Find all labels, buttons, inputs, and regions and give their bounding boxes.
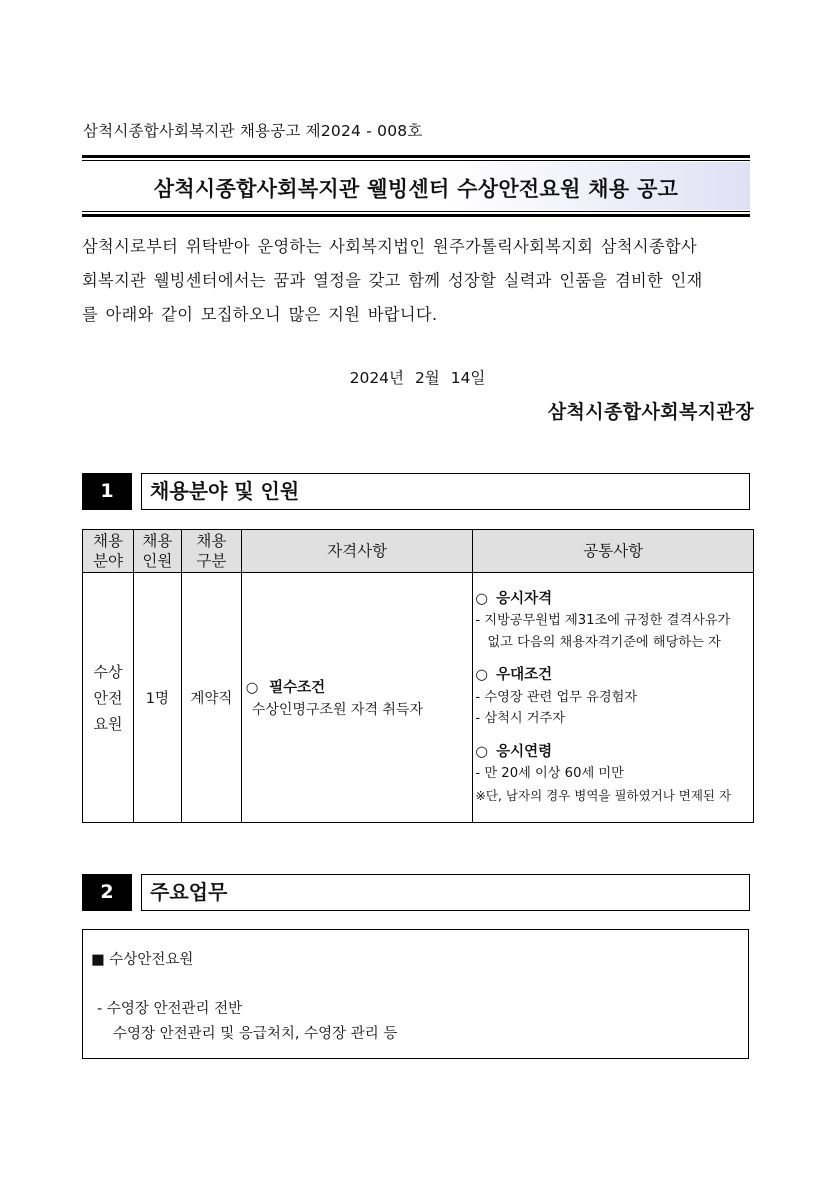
preference-title: 우대조건 [496, 667, 553, 684]
cell-count: 1명 [133, 573, 181, 823]
announcement-number: 삼척시종합사회복지관 채용공고 제2024 - 008호 [83, 122, 423, 140]
header-qualification: 자격사항 [241, 530, 473, 573]
circle-bullet: ○ [245, 680, 259, 696]
recruitment-table [82, 529, 754, 823]
header-type: 채용 구분 [181, 530, 241, 573]
page-title: 삼척시종합사회복지관 웰빙센터 수상안전요원 채용 공고 [153, 177, 679, 201]
table-row [83, 573, 754, 823]
intro-paragraph [82, 230, 754, 332]
section-title: 주요업무 [141, 874, 750, 911]
intro-line: 회복지관 웰빙센터에서는 꿈과 열정을 갖고 함께 성장할 실력과 인품을 겸비한 인재 [82, 271, 703, 290]
duties-box [82, 929, 749, 1059]
cell-qualification [241, 573, 473, 823]
cell-common: ○ 응시자격 - 지방공무원법 제31조에 규정한 결격사유가 없고 다음의 채용자격기준에 해당하는 자 ○ 우대조건 - 수영장 관련 업무 유경험자 - 삼척시 거주자 ○ 응시연령 - 만 20세 이상 60세 미만 ※단, 남자의 경우 병역을 필하였거나 면제된 자 [473, 573, 754, 823]
section-number: 1 [82, 473, 132, 510]
header-count: 채용 인원 [133, 530, 181, 573]
age-note: ※단, 남자의 경우 병역을 필하였거나 면제된 자 [475, 787, 732, 803]
qualification-detail: 수상인명구조원 자격 취득자 [251, 702, 423, 718]
duty-line: - 수영장 안전관리 전반 [97, 1001, 243, 1017]
eligibility-title: 응시자격 [496, 590, 553, 607]
title-banner [82, 155, 750, 217]
table-header-row [83, 530, 754, 573]
qualification-heading: 필수조건 [269, 680, 326, 696]
cell-type: 계약직 [181, 573, 241, 823]
section-title: 채용분야 및 인원 [141, 473, 750, 510]
organization-signature: 삼척시종합사회복지관장 [547, 401, 754, 423]
header-common: 공통사항 [473, 530, 754, 573]
section-number: 2 [82, 874, 132, 911]
duty-heading: ■ 수상안전요원 [91, 952, 194, 968]
age-title: 응시연령 [496, 743, 553, 760]
intro-line: 를 아래와 같이 모집하오니 많은 지원 바랍니다. [82, 305, 438, 324]
cell-area: 수상 안전 요원 [83, 573, 134, 823]
announcement-date: 2024년 2월 14일 [349, 369, 486, 387]
intro-line: 삼척시로부터 위탁받아 운영하는 사회복지법인 원주가톨릭사회복지회 삼척시종합사 [82, 237, 698, 256]
section-2-header [82, 874, 750, 911]
section-1-header [82, 473, 750, 510]
duty-line: 수영장 안전관리 및 응급처치, 수영장 관리 등 [113, 1026, 398, 1042]
header-area: 채용 분야 [83, 530, 134, 573]
